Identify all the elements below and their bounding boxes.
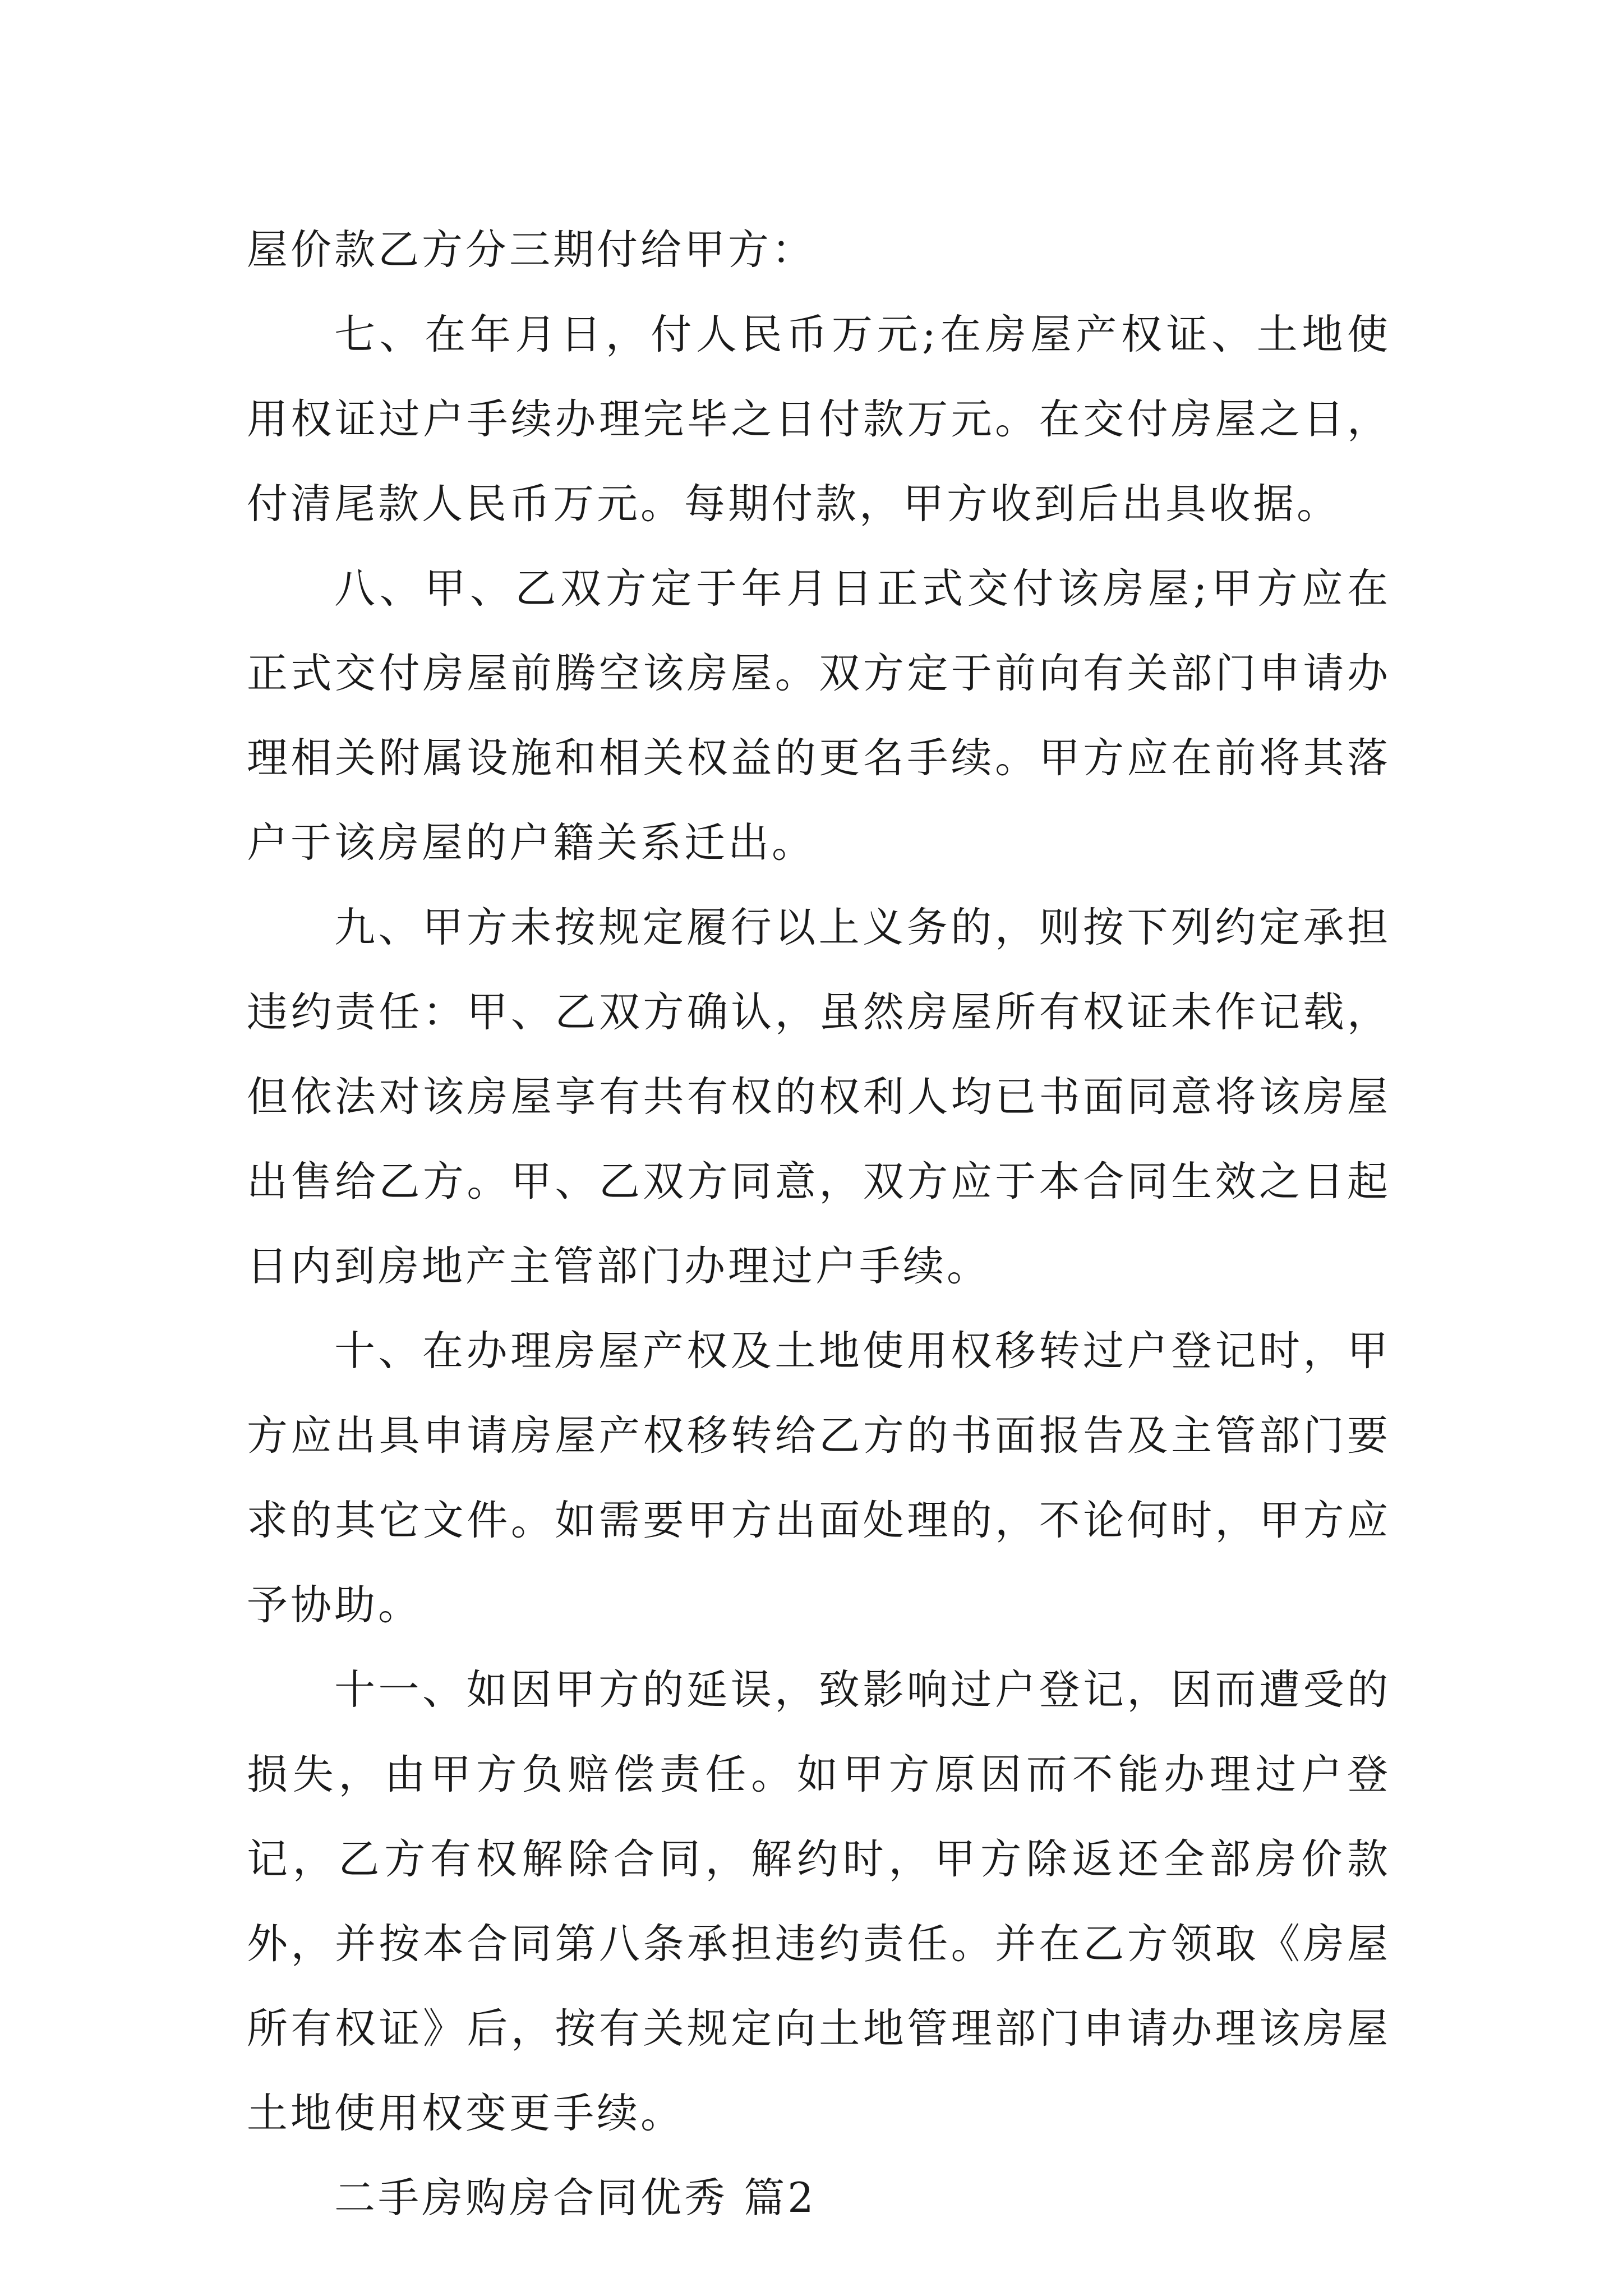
paragraph-clause-7: 七、在年月日，付人民币万元;在房屋产权证、土地使用权证过户手续办理完毕之日付款万元。在交付房屋之日，付清尾款人民币万元。每期付款，甲方收到后出具收据。 [247, 311, 1391, 528]
paragraph-continuation: 屋价款乙方分三期付给甲方： [247, 226, 815, 274]
paragraph-clause-9: 九、甲方未按规定履行以上义务的，则按下列约定承担违约责任：甲、乙双方确认，虽然房屋所有权证未作记载，但依法对该房屋享有共有权的权利人均已书面同意将该房屋出售给乙方。甲、乙双方同意，双方应于本合同生效之日起日内到房地产主管部门办理过户手续。 [247, 904, 1391, 1290]
document-body [247, 208, 1391, 2240]
section-heading: 二手房购房合同优秀 篇2 [334, 2174, 817, 2222]
paragraph-clause-11: 十一、如因甲方的延误，致影响过户登记，因而遭受的损失，由甲方负赔偿责任。如甲方原因而不能办理过户登记，乙方有权解除合同，解约时，甲方除返还全部房价款外，并按本合同第八条承担违约责任。并在乙方领取《房屋所有权证》后，按有关规定向土地管理部门申请办理该房屋土地使用权变更手续。 [247, 1666, 1391, 2137]
paragraph-clause-8: 八、甲、乙双方定于年月日正式交付该房屋;甲方应在正式交付房屋前腾空该房屋。双方定于前向有关部门申请办理相关附属设施和相关权益的更名手续。甲方应在前将其落户于该房屋的户籍关系迁出。 [247, 565, 1391, 867]
paragraph-clause-10: 十、在办理房屋产权及土地使用权移转过户登记时，甲方应出具申请房屋产权移转给乙方的书面报告及主管部门要求的其它文件。如需要甲方出面处理的，不论何时，甲方应予协助。 [247, 1327, 1391, 1629]
